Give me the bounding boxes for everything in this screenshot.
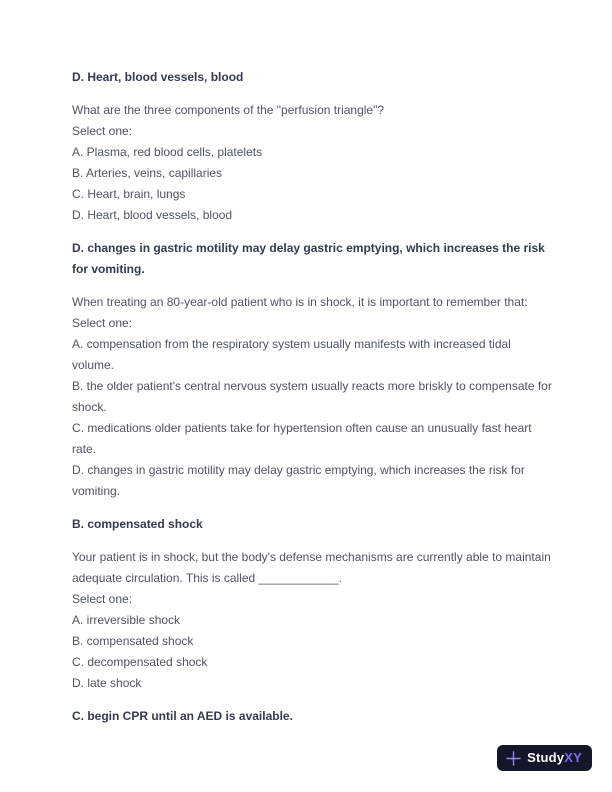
- select-one-label: Select one:: [72, 592, 133, 606]
- answer-heading-3: B. compensated shock: [72, 517, 203, 531]
- question-text: Your patient is in shock, but the body's defense mechanisms are currently able to maintain adequate circulation. This is called ____________.: [72, 550, 551, 585]
- page-content: [72, 67, 554, 739]
- answer-option-c: C. decompensated shock: [72, 655, 208, 669]
- brand-wordmark: [527, 745, 582, 771]
- question-text: What are the three components of the "perfusion triangle"?: [72, 103, 385, 117]
- answer-option-d: D. Heart, blood vessels, blood: [72, 208, 233, 222]
- select-one-label: Select one:: [72, 316, 133, 330]
- answer-heading-1: D. Heart, blood vessels, blood: [72, 70, 244, 84]
- studyxy-logo: [497, 745, 592, 771]
- answer-option-b: B. the older patient's central nervous system usually reacts more briskly to compensate for shock.: [72, 379, 552, 414]
- answer-option-a: A. Plasma, red blood cells, platelets: [72, 145, 263, 159]
- brand-study-text: Study: [527, 750, 565, 765]
- plus-icon: [506, 751, 521, 766]
- answer-option-b: B. compensated shock: [72, 634, 194, 648]
- answer-option-b: B. Arteries, veins, capillaries: [72, 166, 223, 180]
- answer-option-c: C. medications older patients take for hypertension often cause an unusually fast heart rate.: [72, 421, 532, 456]
- answer-heading-4: C. begin CPR until an AED is available.: [72, 709, 293, 723]
- question-block-3: [72, 547, 554, 694]
- answer-heading-2: D. changes in gastric motility may delay gastric emptying, which increases the risk for vomiting.: [72, 241, 545, 276]
- answer-option-a: A. irreversible shock: [72, 613, 181, 627]
- answer-option-c: C. Heart, brain, lungs: [72, 187, 186, 201]
- select-one-label: Select one:: [72, 124, 133, 138]
- question-block-2: [72, 292, 554, 502]
- answer-option-a: A. compensation from the respiratory system usually manifests with increased tidal volume.: [72, 337, 511, 372]
- brand-xy-text: XY: [564, 750, 582, 765]
- answer-option-d: D. changes in gastric motility may delay gastric emptying, which increases the risk for vomiting.: [72, 463, 525, 498]
- question-block-1: [72, 100, 554, 226]
- answer-option-d: D. late shock: [72, 676, 142, 690]
- question-text: When treating an 80-year-old patient who is in shock, it is important to remember that:: [72, 295, 528, 309]
